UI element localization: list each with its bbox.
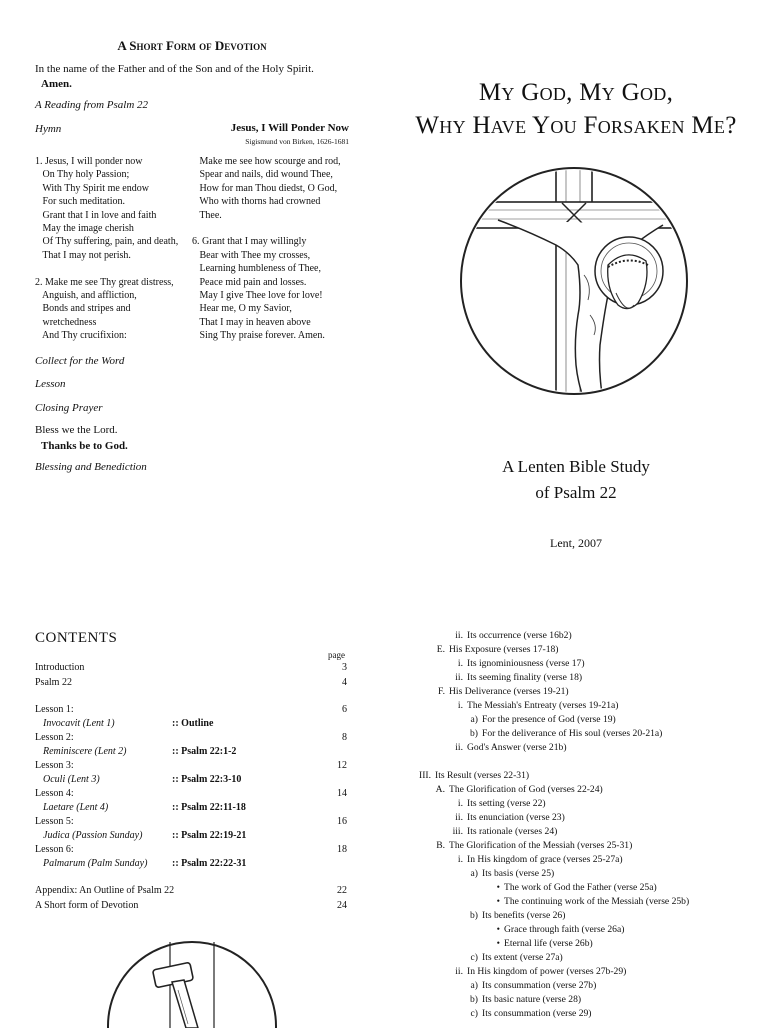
outline-item	[445, 854, 623, 865]
toc-label: Lesson 6:	[35, 844, 74, 855]
toc-sunday: Palmarum (Palm Sunday)	[43, 858, 148, 869]
outline-text: In His kingdom of power (verses 27b-29)	[467, 966, 627, 977]
crucifix-icon	[458, 165, 690, 397]
outline-item	[445, 672, 582, 683]
toc-row	[35, 885, 347, 899]
toc-row	[35, 760, 347, 774]
outline-marker: E.	[436, 644, 445, 655]
hymn-line: 1. Jesus, I will ponder now	[35, 156, 143, 167]
outline-marker: iii.	[452, 826, 463, 837]
outline-item	[445, 700, 618, 711]
benediction-heading: Blessing and Benediction	[35, 461, 147, 473]
toc-page-number: 18	[337, 844, 347, 855]
toc-reference: :: Psalm 22:3-10	[172, 774, 242, 785]
hymn-line: Who with thorns had crowned	[192, 196, 321, 208]
toc-row	[35, 900, 347, 914]
hymn-line: May the image cherish	[35, 223, 134, 235]
lesson-heading: Lesson	[35, 378, 66, 390]
outline-marker: b)	[470, 994, 478, 1005]
toc-page-number: 14	[337, 788, 347, 799]
outline-marker: a)	[470, 868, 478, 879]
outline-marker: III.	[419, 770, 431, 781]
toc-row	[35, 830, 347, 844]
hymn-author: Sigismund von Birken, 1626-1681	[245, 137, 349, 146]
outline-item	[478, 924, 624, 935]
outline-text: Its benefits (verse 26)	[482, 910, 566, 921]
outline-text: Its occurrence (verse 16b2)	[467, 630, 572, 641]
toc-reference: :: Psalm 22:11-18	[172, 802, 246, 813]
thanks-response: Thanks be to God.	[41, 440, 128, 452]
toc-page-number: 24	[337, 900, 347, 911]
hymn-line: Spear and nails, did wound Thee,	[192, 169, 333, 181]
outline-marker: •	[496, 924, 500, 935]
outline-marker: ii.	[455, 742, 463, 753]
outline-text: For the deliverance of His soul (verses 20-21a)	[482, 728, 663, 739]
cover-title-line2: Why Have You Forsaken Me?	[415, 112, 737, 139]
outline-item	[445, 742, 567, 753]
hymn-line: With Thy Spirit me endow	[35, 182, 149, 194]
outline-marker: i.	[457, 658, 463, 669]
outline-marker: ii.	[455, 630, 463, 641]
toc-row	[35, 802, 347, 816]
hymn-line: Anguish, and affliction,	[35, 290, 137, 302]
outline-item	[413, 770, 529, 781]
toc-label: Lesson 5:	[35, 816, 74, 827]
hymn-line: How for man Thou diedst, O God,	[192, 182, 338, 194]
outline-item	[460, 714, 616, 725]
toc-label: Psalm 22	[35, 677, 72, 688]
hymn-right-column	[192, 155, 341, 343]
collect-heading: Collect for the Word	[35, 355, 125, 367]
hymn-line: May I give Thee love for love!	[192, 290, 323, 302]
outline-text: Eternal life (verse 26b)	[504, 938, 593, 949]
outline-text: Its consummation (verse 27b)	[482, 980, 597, 991]
outline-item	[478, 896, 689, 907]
toc-reference: :: Psalm 22:19-21	[172, 830, 247, 841]
toc-page-number: 22	[337, 885, 347, 896]
invocation-text: In the name of the Father and of the Son and of the Holy Spirit.	[35, 63, 314, 75]
toc-page-number: 8	[342, 732, 347, 743]
closing-prayer-heading: Closing Prayer	[35, 402, 103, 414]
outline-item	[460, 952, 563, 963]
toc-row	[35, 746, 347, 760]
outline-item	[427, 784, 603, 795]
hymn-line: 2. Make me see Thy great distress,	[35, 276, 174, 288]
contents-page-header: page	[328, 650, 345, 660]
outline-item	[445, 966, 626, 977]
toc-reference: :: Psalm 22:22-31	[172, 858, 247, 869]
outline-text: Its consummation (verse 29)	[482, 1008, 592, 1019]
outline-marker: ii.	[455, 966, 463, 977]
outline-item	[460, 980, 596, 991]
hymn-line	[192, 222, 341, 235]
hammer-illustration	[104, 938, 280, 1028]
outline-marker: F.	[438, 686, 445, 697]
cover-title-line1: My God, My God,	[478, 79, 674, 106]
outline-item	[478, 938, 593, 949]
outline-marker: ii.	[455, 672, 463, 683]
toc-page-number: 16	[337, 816, 347, 827]
outline-marker: •	[496, 882, 500, 893]
toc-label: Introduction	[35, 662, 85, 673]
outline-text: In His kingdom of grace (verses 25-27a)	[467, 854, 623, 865]
outline-item	[460, 910, 565, 921]
contents-title: CONTENTS	[35, 630, 118, 646]
outline-marker: a)	[470, 714, 478, 725]
toc-sunday: Judica (Passion Sunday)	[43, 830, 143, 841]
cover-subtitle-line1: A Lenten Bible Study	[502, 457, 650, 476]
hymn-line: That I may in heaven above	[192, 316, 311, 328]
toc-label: Lesson 4:	[35, 788, 74, 799]
toc-reference: :: Psalm 22:1-2	[172, 746, 237, 757]
outline-text: Its basic nature (verse 28)	[482, 994, 582, 1005]
outline-text: His Deliverance (verses 19-21)	[449, 686, 569, 697]
toc-sunday: Reminiscere (Lent 2)	[43, 746, 127, 757]
outline-text: For the presence of God (verse 19)	[482, 714, 616, 725]
outline-marker: ii.	[455, 812, 463, 823]
hymn-line: wretchedness	[35, 316, 97, 328]
outline-marker: B.	[436, 840, 445, 851]
toc-row	[35, 774, 347, 788]
toc-page-number: 4	[342, 677, 347, 688]
outline-marker: c)	[470, 1008, 478, 1019]
outline-item	[460, 868, 554, 879]
outline-marker: a)	[470, 980, 478, 991]
outline-item	[460, 994, 581, 1005]
hymn-line: Hear me, O my Savior,	[192, 303, 292, 315]
toc-page-number: 6	[342, 704, 347, 715]
outline-text: Its setting (verse 22)	[467, 798, 546, 809]
outline-item	[445, 658, 585, 669]
outline-marker: •	[496, 938, 500, 949]
outline-text: Its rationale (verses 24)	[467, 826, 558, 837]
toc-sunday: Invocavit (Lent 1)	[43, 718, 115, 729]
hymn-left-column	[35, 155, 178, 343]
toc-label: Lesson 2:	[35, 732, 74, 743]
hymn-title: Jesus, I Will Ponder Now	[230, 122, 349, 134]
outline-text: Its basis (verse 25)	[482, 868, 555, 879]
hymn-line: For such meditation.	[35, 196, 125, 208]
outline-item	[445, 812, 565, 823]
outline-text: Its enunciation (verse 23)	[467, 812, 565, 823]
outline-text: His Exposure (verses 17-18)	[449, 644, 559, 655]
outline-text: The Messiah's Entreaty (verses 19-21a)	[467, 700, 619, 711]
outline-marker: b)	[470, 910, 478, 921]
hymn-line: Thee.	[192, 209, 222, 221]
toc-label: Appendix: An Outline of Psalm 22	[35, 885, 175, 896]
outline-text: Its extent (verse 27a)	[482, 952, 563, 963]
outline-item	[427, 644, 559, 655]
hammer-icon	[153, 962, 198, 1028]
toc-label: A Short form of Devotion	[35, 900, 139, 911]
outline-text: The Glorification of God (verses 22-24)	[449, 784, 603, 795]
outline-text: Its ignominiousness (verse 17)	[467, 658, 585, 669]
outline-text: Its Result (verses 22-31)	[435, 770, 530, 781]
outline-marker: •	[496, 896, 500, 907]
outline-text: The Glorification of the Messiah (verses 25-31)	[449, 840, 633, 851]
toc-sunday: Laetare (Lent 4)	[43, 802, 109, 813]
outline-item	[445, 630, 572, 641]
devotion-title: A Short Form of Devotion	[117, 38, 267, 53]
hymn-line: And Thy crucifixion:	[35, 330, 127, 342]
outline-item	[427, 686, 569, 697]
hymn-line: On Thy holy Passion;	[35, 169, 130, 181]
bless-text: Bless we the Lord.	[35, 424, 118, 436]
outline-text: Grace through faith (verse 26a)	[504, 924, 625, 935]
cover-subtitle-line2: of Psalm 22	[535, 483, 617, 502]
outline-item	[460, 1008, 592, 1019]
hymn-line: Grant that I in love and faith	[35, 209, 157, 221]
outline-text: God's Answer (verse 21b)	[467, 742, 567, 753]
reading-heading: A Reading from Psalm 22	[35, 99, 149, 111]
crucifixion-illustration	[458, 165, 690, 397]
toc-row	[35, 858, 347, 872]
hymn-label: Hymn	[35, 123, 62, 135]
outline-item	[445, 826, 557, 837]
hymn-line: Of Thy suffering, pain, and death,	[35, 236, 179, 248]
outline-item	[478, 882, 657, 893]
outline-text: The work of God the Father (verse 25a)	[504, 882, 657, 893]
toc-sunday: Oculi (Lent 3)	[43, 774, 100, 785]
outline-text: Its seeming finality (verse 18)	[467, 672, 583, 683]
outline-marker: b)	[470, 728, 478, 739]
outline-text: The continuing work of the Messiah (verse 25b)	[504, 896, 690, 907]
hymn-line: That I may not perish.	[35, 249, 131, 261]
toc-row	[35, 788, 347, 802]
hymn-line: Sing Thy praise forever. Amen.	[192, 330, 325, 342]
outline-marker: c)	[470, 952, 478, 963]
amen-response: Amen.	[41, 78, 72, 90]
toc-reference: :: Outline	[172, 718, 214, 729]
hymn-line	[35, 262, 178, 275]
toc-row	[35, 732, 347, 746]
outline-marker: A.	[435, 784, 445, 795]
toc-row	[35, 816, 347, 830]
cover-date: Lent, 2007	[550, 536, 602, 550]
hymn-line: Learning humbleness of Thee,	[192, 263, 321, 275]
toc-row	[35, 704, 347, 718]
outline-item	[445, 798, 546, 809]
toc-row	[35, 718, 347, 732]
toc-row	[35, 844, 347, 858]
hymn-line: Make me see how scourge and rod,	[192, 156, 341, 167]
outline-marker: i.	[457, 798, 463, 809]
toc-page-number: 3	[342, 662, 347, 673]
toc-row	[35, 677, 347, 691]
toc-label: Lesson 1:	[35, 704, 74, 715]
toc-label: Lesson 3:	[35, 760, 74, 771]
hymn-line: Bear with Thee my crosses,	[192, 249, 311, 261]
hymn-line: Peace mid pain and losses.	[192, 276, 307, 288]
outline-item	[460, 728, 662, 739]
toc-page-number: 12	[337, 760, 347, 771]
outline-marker: i.	[457, 700, 463, 711]
hymn-line: 6. Grant that I may willingly	[192, 236, 307, 248]
outline-item	[427, 840, 632, 851]
outline-marker: i.	[457, 854, 463, 865]
hymn-line: Bonds and stripes and	[35, 303, 131, 315]
toc-row	[35, 662, 347, 676]
